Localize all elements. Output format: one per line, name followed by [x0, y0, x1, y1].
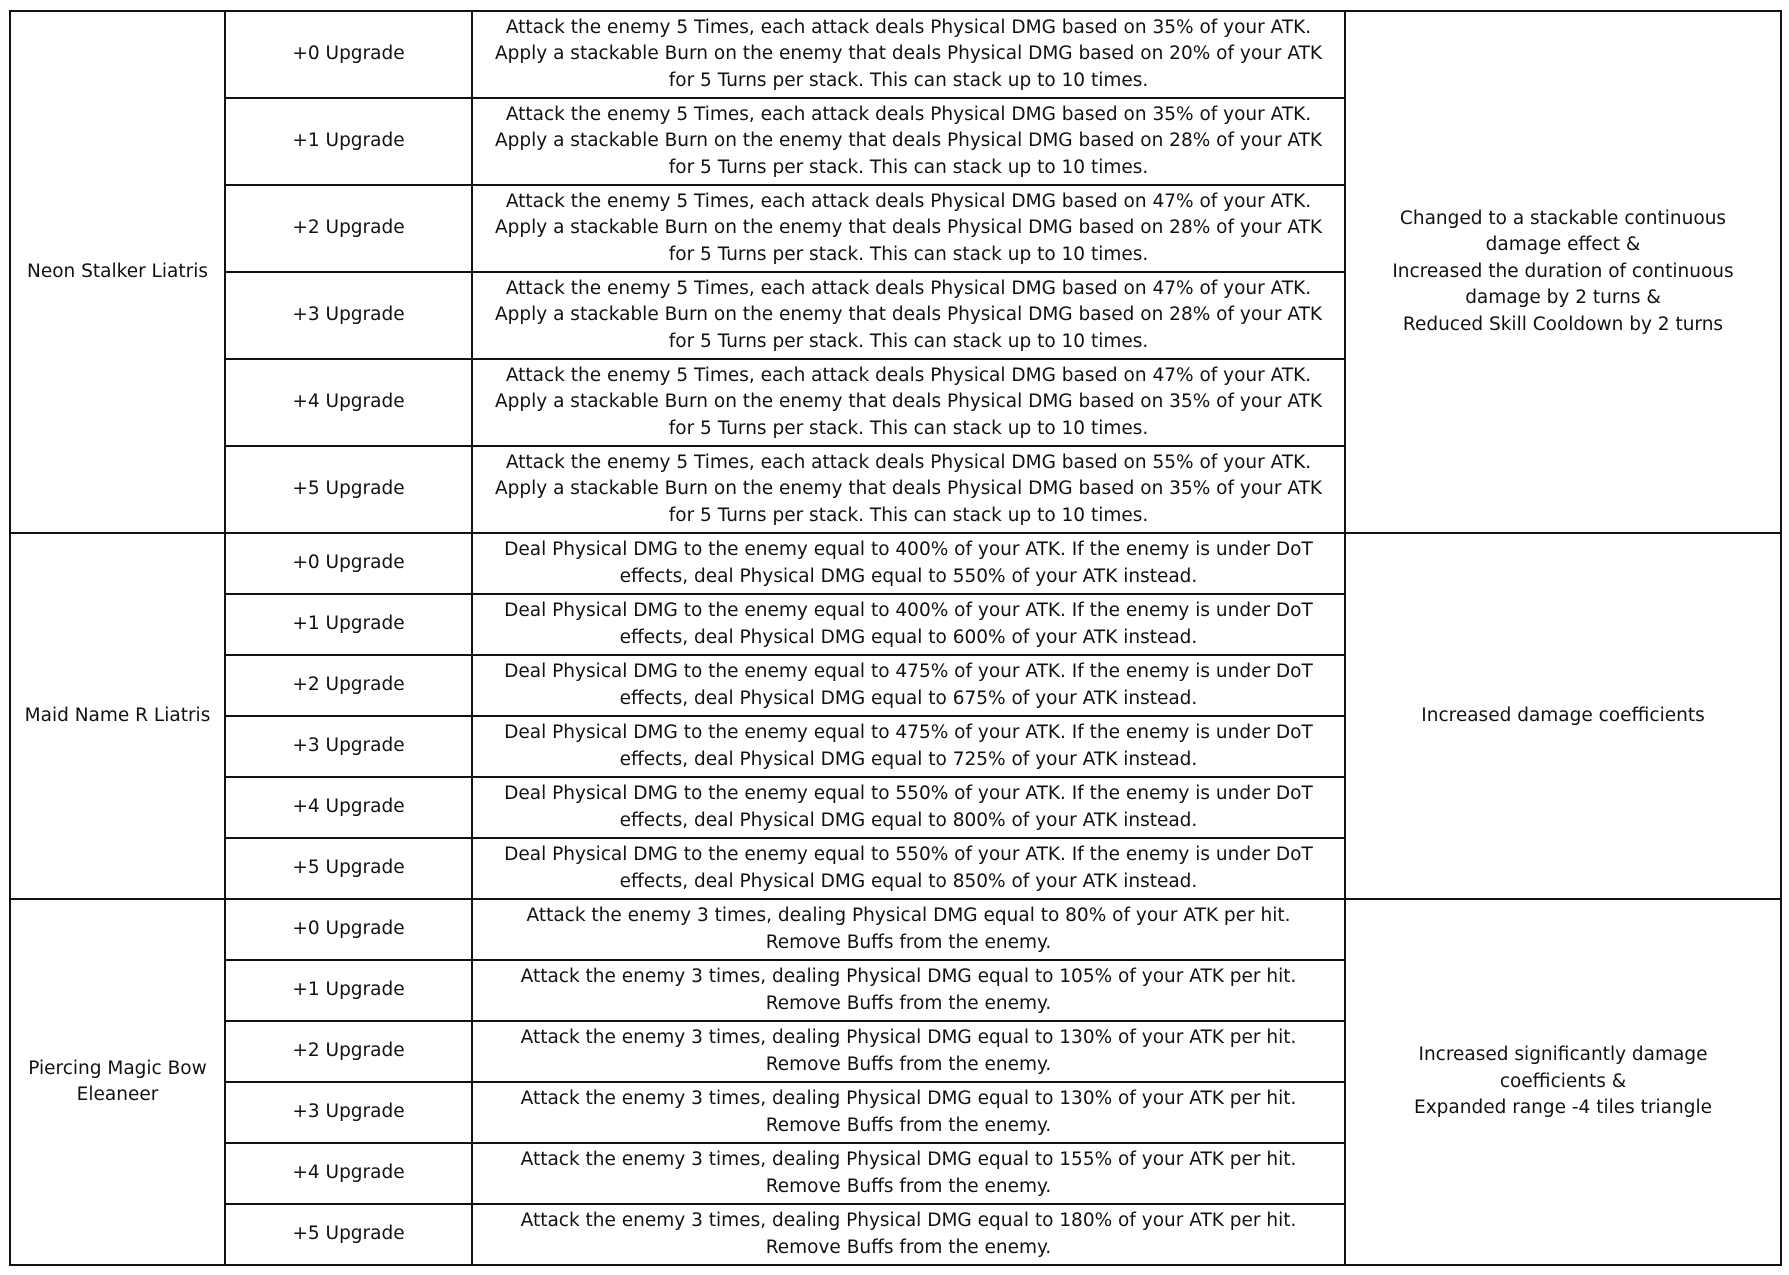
group-piercing-magic-bow-eleaneer [10, 899, 1781, 1265]
character-name: Neon Stalker Liatris [10, 11, 225, 533]
upgrade-level: +1 Upgrade [225, 594, 472, 655]
skill-description: Attack the enemy 5 Times, each attack deals Physical DMG based on 55% of your ATK. Apply a stackable Burn on the enemy that deals Physical DMG based on 35% of your ATK for 5 Turns per stack. This can stack up to 10 times. [472, 446, 1345, 533]
skill-description: Deal Physical DMG to the enemy equal to 475% of your ATK. If the enemy is under DoT effects, deal Physical DMG equal to 725% of your ATK instead. [472, 716, 1345, 777]
upgrade-level: +1 Upgrade [225, 960, 472, 1021]
skill-description: Deal Physical DMG to the enemy equal to 550% of your ATK. If the enemy is under DoT effects, deal Physical DMG equal to 850% of your ATK instead. [472, 838, 1345, 899]
table-row [10, 533, 1781, 594]
skill-description: Deal Physical DMG to the enemy equal to 400% of your ATK. If the enemy is under DoT effects, deal Physical DMG equal to 600% of your ATK instead. [472, 594, 1345, 655]
upgrade-level: +5 Upgrade [225, 1204, 472, 1265]
upgrade-level: +2 Upgrade [225, 185, 472, 272]
upgrade-level: +4 Upgrade [225, 777, 472, 838]
upgrade-level: +2 Upgrade [225, 1021, 472, 1082]
upgrade-level: +5 Upgrade [225, 446, 472, 533]
skill-description: Attack the enemy 5 Times, each attack deals Physical DMG based on 47% of your ATK. Apply a stackable Burn on the enemy that deals Physical DMG based on 28% of your ATK for 5 Turns per stack. This can stack up to 10 times. [472, 185, 1345, 272]
upgrade-level: +4 Upgrade [225, 1143, 472, 1204]
change-summary: Increased significantly damage coefficients & Expanded range -4 tiles triangle [1345, 899, 1781, 1265]
skill-description: Attack the enemy 5 Times, each attack deals Physical DMG based on 47% of your ATK. Apply a stackable Burn on the enemy that deals Physical DMG based on 35% of your ATK for 5 Turns per stack. This can stack up to 10 times. [472, 359, 1345, 446]
skill-description: Attack the enemy 3 times, dealing Physical DMG equal to 105% of your ATK per hit. Remove Buffs from the enemy. [472, 960, 1345, 1021]
change-summary: Increased damage coefficients [1345, 533, 1781, 899]
character-name: Piercing Magic Bow Eleaneer [10, 899, 225, 1265]
upgrade-level: +2 Upgrade [225, 655, 472, 716]
change-summary: Changed to a stackable continuous damage effect & Increased the duration of continuous damage by 2 turns & Reduced Skill Cooldown by 2 turns [1345, 11, 1781, 533]
skill-description: Deal Physical DMG to the enemy equal to 475% of your ATK. If the enemy is under DoT effects, deal Physical DMG equal to 675% of your ATK instead. [472, 655, 1345, 716]
skill-description: Deal Physical DMG to the enemy equal to 400% of your ATK. If the enemy is under DoT effects, deal Physical DMG equal to 550% of your ATK instead. [472, 533, 1345, 594]
upgrade-level: +0 Upgrade [225, 11, 472, 98]
skill-description: Attack the enemy 5 Times, each attack deals Physical DMG based on 35% of your ATK. Apply a stackable Burn on the enemy that deals Physical DMG based on 20% of your ATK for 5 Turns per stack. This can stack up to 10 times. [472, 11, 1345, 98]
skill-description: Attack the enemy 3 times, dealing Physical DMG equal to 155% of your ATK per hit. Remove Buffs from the enemy. [472, 1143, 1345, 1204]
skill-description: Attack the enemy 3 times, dealing Physical DMG equal to 80% of your ATK per hit. Remove Buffs from the enemy. [472, 899, 1345, 960]
table-row [10, 11, 1781, 98]
upgrade-level: +0 Upgrade [225, 899, 472, 960]
skill-description: Deal Physical DMG to the enemy equal to 550% of your ATK. If the enemy is under DoT effects, deal Physical DMG equal to 800% of your ATK instead. [472, 777, 1345, 838]
upgrade-table [9, 10, 1782, 1266]
upgrade-level: +4 Upgrade [225, 359, 472, 446]
upgrade-level: +3 Upgrade [225, 272, 472, 359]
skill-description: Attack the enemy 3 times, dealing Physical DMG equal to 130% of your ATK per hit. Remove Buffs from the enemy. [472, 1082, 1345, 1143]
upgrade-level: +1 Upgrade [225, 98, 472, 185]
upgrade-level: +5 Upgrade [225, 838, 472, 899]
skill-description: Attack the enemy 3 times, dealing Physical DMG equal to 180% of your ATK per hit. Remove Buffs from the enemy. [472, 1204, 1345, 1265]
upgrade-level: +0 Upgrade [225, 533, 472, 594]
skill-description: Attack the enemy 5 Times, each attack deals Physical DMG based on 47% of your ATK. Apply a stackable Burn on the enemy that deals Physical DMG based on 28% of your ATK for 5 Turns per stack. This can stack up to 10 times. [472, 272, 1345, 359]
character-name: Maid Name R Liatris [10, 533, 225, 899]
table-row [10, 899, 1781, 960]
upgrade-level: +3 Upgrade [225, 1082, 472, 1143]
skill-description: Attack the enemy 3 times, dealing Physical DMG equal to 130% of your ATK per hit. Remove Buffs from the enemy. [472, 1021, 1345, 1082]
group-maid-name-r-liatris [10, 533, 1781, 899]
skill-description: Attack the enemy 5 Times, each attack deals Physical DMG based on 35% of your ATK. Apply a stackable Burn on the enemy that deals Physical DMG based on 28% of your ATK for 5 Turns per stack. This can stack up to 10 times. [472, 98, 1345, 185]
group-neon-stalker-liatris [10, 11, 1781, 533]
upgrade-level: +3 Upgrade [225, 716, 472, 777]
